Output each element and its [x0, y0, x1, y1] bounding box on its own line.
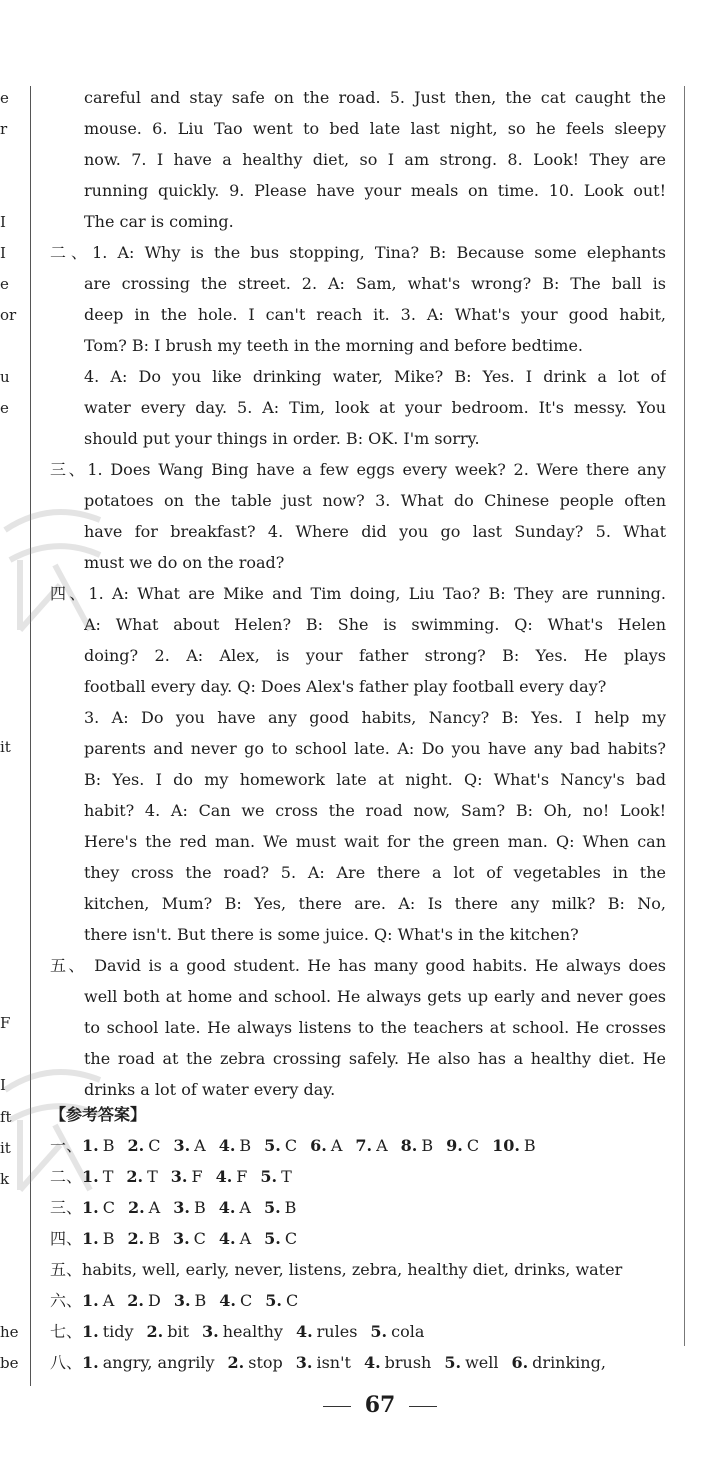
answer-value: drinking, [532, 1353, 606, 1372]
answer-item [219, 1136, 251, 1155]
answer-number: 2. [127, 1136, 145, 1155]
answer-number: 2. [127, 1291, 144, 1310]
answer-number: 2. [127, 1229, 145, 1248]
answer-item [127, 1136, 160, 1155]
answer-value: T [281, 1167, 292, 1186]
answer-row [50, 1254, 670, 1285]
answer-row [50, 1316, 670, 1347]
answer-value: B [239, 1136, 252, 1155]
answer-item [296, 1322, 357, 1341]
body-line: there isn't. But there is some juice. Q: What's in the kitchen? [84, 925, 579, 944]
answer-item [310, 1136, 342, 1155]
answer-value: tidy [102, 1322, 134, 1341]
page-number [300, 1392, 460, 1418]
margin-fragment: I [0, 1076, 6, 1094]
answer-value: brush [384, 1353, 432, 1372]
answer-text: habits, well, early, never, listens, zebra, healthy diet, drinks, water [82, 1260, 623, 1279]
margin-fragment: or [0, 306, 17, 324]
answer-section-label: 二、 [50, 1167, 83, 1186]
answer-number: 3. [295, 1353, 313, 1372]
answer-number: 4. [295, 1322, 313, 1341]
answer-item [171, 1167, 203, 1186]
answer-number: 5. [444, 1353, 462, 1372]
answer-value: D [147, 1291, 161, 1310]
answer-number: 5. [370, 1322, 388, 1341]
answer-section-label: 四、 [50, 1229, 83, 1248]
page-number-value: 67 [364, 1392, 396, 1418]
margin-fragment: k [0, 1170, 10, 1188]
answer-value: C [284, 1136, 298, 1155]
answer-value: healthy [222, 1322, 283, 1341]
answer-value: B [523, 1136, 536, 1155]
answer-item [219, 1229, 251, 1248]
body-line: water every day. 5. A: Tim, look at your bedroom. It's messy. You [84, 398, 666, 417]
answers-heading: 【参考答案】 [50, 1105, 147, 1124]
page-number-dash [409, 1406, 437, 1407]
answer-row [50, 1223, 670, 1254]
answer-number: 3. [202, 1322, 219, 1341]
answer-number: 3. [173, 1136, 191, 1155]
margin-fragment: it [0, 1139, 11, 1157]
margin-fragment: he [0, 1323, 19, 1341]
answer-value: C [193, 1229, 206, 1248]
answer-value: stop [248, 1353, 283, 1372]
answer-item [82, 1136, 114, 1155]
answer-item [82, 1322, 134, 1341]
answer-value: A [194, 1136, 206, 1155]
answer-item [82, 1198, 115, 1217]
answer-item [127, 1229, 159, 1248]
body-line: B: Yes. I do my homework late at night. Q: What's Nancy's bad [84, 770, 666, 789]
body-line: the road at the zebra crossing safely. He also has a healthy diet. He [84, 1049, 666, 1068]
body-line: should put your things in order. B: OK. I'm sorry. [84, 429, 480, 448]
body-line: Tom? B: I brush my teeth in the morning and before bedtime. [84, 336, 583, 355]
answer-row [50, 1130, 670, 1161]
answer-value: cola [391, 1322, 425, 1341]
answer-number: 5. [264, 1229, 281, 1248]
answer-number: 8. [400, 1136, 418, 1155]
answer-number: 4. [218, 1198, 236, 1217]
answer-value: F [236, 1167, 248, 1186]
answer-item [260, 1167, 291, 1186]
body-line: drinks a lot of water every day. [84, 1080, 336, 1099]
margin-fragment: F [0, 1014, 11, 1032]
margin-fragment: be [0, 1354, 19, 1372]
answer-number: 5. [264, 1136, 281, 1155]
answer-section-label: 八、 [50, 1353, 83, 1372]
body-line: parents and never go to school late. A: Do you have any bad habits? [84, 739, 666, 758]
answer-number: 4. [363, 1353, 381, 1372]
answer-item [265, 1291, 298, 1310]
answer-number: 1. [82, 1167, 99, 1186]
margin-fragment: ft [0, 1108, 12, 1126]
body-line: Here's the red man. We must wait for the green man. Q: When can [84, 832, 666, 851]
answer-number: 4. [218, 1229, 236, 1248]
answer-value: B [194, 1291, 207, 1310]
answer-number: 4. [215, 1167, 233, 1186]
answer-number: 3. [172, 1229, 190, 1248]
margin-fragment: e [0, 89, 9, 107]
answer-value: A [239, 1229, 252, 1248]
right-column-rule [684, 86, 685, 1346]
answer-number: 1. [82, 1353, 99, 1372]
body-line: 4. A: Do you like drinking water, Mike? B: Yes. I drink a lot of [84, 367, 666, 386]
body-line: mouse. 6. Liu Tao went to bed late last night, so he feels sleepy [84, 119, 666, 138]
answer-item [364, 1353, 431, 1372]
body-line: must we do on the road? [84, 553, 285, 572]
answer-item [264, 1136, 297, 1155]
answer-number: 3. [173, 1198, 190, 1217]
body-line: they cross the road? 5. A: Are there a lot of vegetables in the [84, 863, 666, 882]
section-4-line: 四、1. A: What are Mike and Tim doing, Liu Tao? B: They are running. [50, 584, 666, 603]
answer-section-label: 五、 [50, 1260, 83, 1279]
answer-item [174, 1291, 206, 1310]
answer-number: 5. [260, 1167, 278, 1186]
body-line: habit? 4. A: Can we cross the road now, Sam? B: Oh, no! Look! [84, 801, 666, 820]
answer-number: 4. [219, 1291, 236, 1310]
body-line: 3. A: Do you have any good habits, Nancy? B: Yes. I help my [84, 708, 666, 727]
answer-item [401, 1136, 433, 1155]
answer-section-label: 七、 [50, 1322, 83, 1341]
answer-item [173, 1136, 205, 1155]
body-line: now. 7. I have a healthy diet, so I am strong. 8. Look! They are [84, 150, 666, 169]
section-2-line: 二、1. A: Why is the bus stopping, Tina? B: Because some elephants [50, 243, 666, 262]
answer-item [511, 1353, 605, 1372]
answer-item [446, 1136, 479, 1155]
answer-number: 2. [126, 1167, 144, 1186]
answer-section-label: 六、 [50, 1291, 83, 1310]
margin-fragment: r [0, 120, 8, 138]
answer-item [173, 1229, 206, 1248]
answer-number: 1. [82, 1322, 99, 1341]
answer-row [50, 1192, 670, 1223]
answer-number: 5. [265, 1291, 282, 1310]
body-line: The car is coming. [84, 212, 234, 231]
answer-section-label: 一、 [50, 1136, 83, 1155]
page-number-dash [323, 1406, 351, 1407]
section-3-line: 三、1. Does Wang Bing have a few eggs every week? 2. Were there any [50, 460, 666, 479]
body-line: careful and stay safe on the road. 5. Just then, the cat caught the [84, 88, 666, 107]
answer-number: 1. [82, 1136, 99, 1155]
answer-item [264, 1229, 297, 1248]
answer-value: B [102, 1229, 115, 1248]
answer-item [492, 1136, 536, 1155]
answer-item [202, 1322, 283, 1341]
answer-item [127, 1291, 161, 1310]
answer-item [82, 1291, 114, 1310]
answer-value: F [191, 1167, 203, 1186]
answer-item [355, 1136, 387, 1155]
answer-number: 1. [82, 1198, 99, 1217]
answer-value: A [102, 1291, 115, 1310]
answer-value: B [421, 1136, 434, 1155]
answer-number: 6. [511, 1353, 529, 1372]
answer-value: B [102, 1136, 115, 1155]
answer-value: T [147, 1167, 158, 1186]
answer-value: C [284, 1229, 298, 1248]
answer-number: 7. [355, 1136, 373, 1155]
answer-value: C [102, 1198, 115, 1217]
answer-number: 9. [446, 1136, 463, 1155]
body-line: potatoes on the table just now? 3. What do Chinese people often [84, 491, 666, 510]
answer-value: C [466, 1136, 480, 1155]
answer-item [82, 1229, 114, 1248]
answer-item [173, 1198, 205, 1217]
answer-item [82, 1167, 113, 1186]
answer-row [50, 1285, 670, 1316]
answer-value: A [376, 1136, 388, 1155]
answer-item [82, 1353, 215, 1372]
answer-value: bit [167, 1322, 190, 1341]
answer-number: 2. [227, 1353, 245, 1372]
margin-fragment: u [0, 368, 10, 386]
body-line: well both at home and school. He always gets up early and never goes [84, 987, 666, 1006]
answer-value: rules [316, 1322, 358, 1341]
answer-number: 5. [263, 1198, 281, 1217]
answer-number: 3. [173, 1291, 191, 1310]
margin-fragment: I [0, 244, 6, 262]
answer-number: 3. [170, 1167, 188, 1186]
answer-value: B [148, 1229, 160, 1248]
answer-item [147, 1322, 190, 1341]
answer-value: B [284, 1198, 297, 1217]
answer-value: isn't [316, 1353, 351, 1372]
margin-fragment: I [0, 213, 6, 231]
answer-item [444, 1353, 498, 1372]
answer-item [216, 1167, 248, 1186]
answer-item [264, 1198, 296, 1217]
answer-number: 2. [146, 1322, 164, 1341]
answer-value: A [330, 1136, 343, 1155]
answer-value: B [193, 1198, 206, 1217]
answer-value: angry, angrily [102, 1353, 215, 1372]
body-line: to school late. He always listens to the teachers at school. He crosses [84, 1018, 666, 1037]
answer-item [219, 1291, 252, 1310]
body-line: football every day. Q: Does Alex's father play football every day? [84, 677, 607, 696]
answer-value: A [239, 1198, 251, 1217]
answer-item [126, 1167, 157, 1186]
answer-item [128, 1198, 160, 1217]
answer-number: 10. [492, 1136, 520, 1155]
body-line: doing? 2. A: Alex, is your father strong? B: Yes. He plays [84, 646, 666, 665]
body-line: deep in the hole. I can't reach it. 3. A: What's your good habit, [84, 305, 666, 324]
body-line: have for breakfast? 4. Where did you go last Sunday? 5. What [84, 522, 666, 541]
answer-value: C [285, 1291, 299, 1310]
answer-value: A [148, 1198, 161, 1217]
answer-row [50, 1161, 670, 1192]
body-line: A: What about Helen? B: She is swimming. Q: What's Helen [84, 615, 666, 634]
answer-value: T [102, 1167, 114, 1186]
answer-value: C [239, 1291, 253, 1310]
answer-row [50, 1347, 670, 1378]
answer-value: well [465, 1353, 499, 1372]
body-line: kitchen, Mum? B: Yes, there are. A: Is there any milk? B: No, [84, 894, 666, 913]
answer-number: 6. [310, 1136, 327, 1155]
answer-number: 1. [82, 1229, 99, 1248]
answer-number: 2. [127, 1198, 145, 1217]
answer-item [219, 1198, 251, 1217]
answer-value: C [148, 1136, 161, 1155]
answer-item [296, 1353, 351, 1372]
section-5-line: 五、 David is a good student. He has many good habits. He always does [50, 956, 666, 975]
answer-number: 1. [82, 1291, 99, 1310]
body-line: running quickly. 9. Please have your meals on time. 10. Look out! [84, 181, 666, 200]
answer-section-label: 三、 [50, 1198, 83, 1217]
margin-fragment: e [0, 275, 9, 293]
margin-fragment: it [0, 738, 11, 756]
answer-number: 4. [218, 1136, 236, 1155]
answer-item [228, 1353, 283, 1372]
margin-fragment: e [0, 399, 9, 417]
body-line: are crossing the street. 2. A: Sam, what's wrong? B: The ball is [84, 274, 666, 293]
answer-item [370, 1322, 424, 1341]
